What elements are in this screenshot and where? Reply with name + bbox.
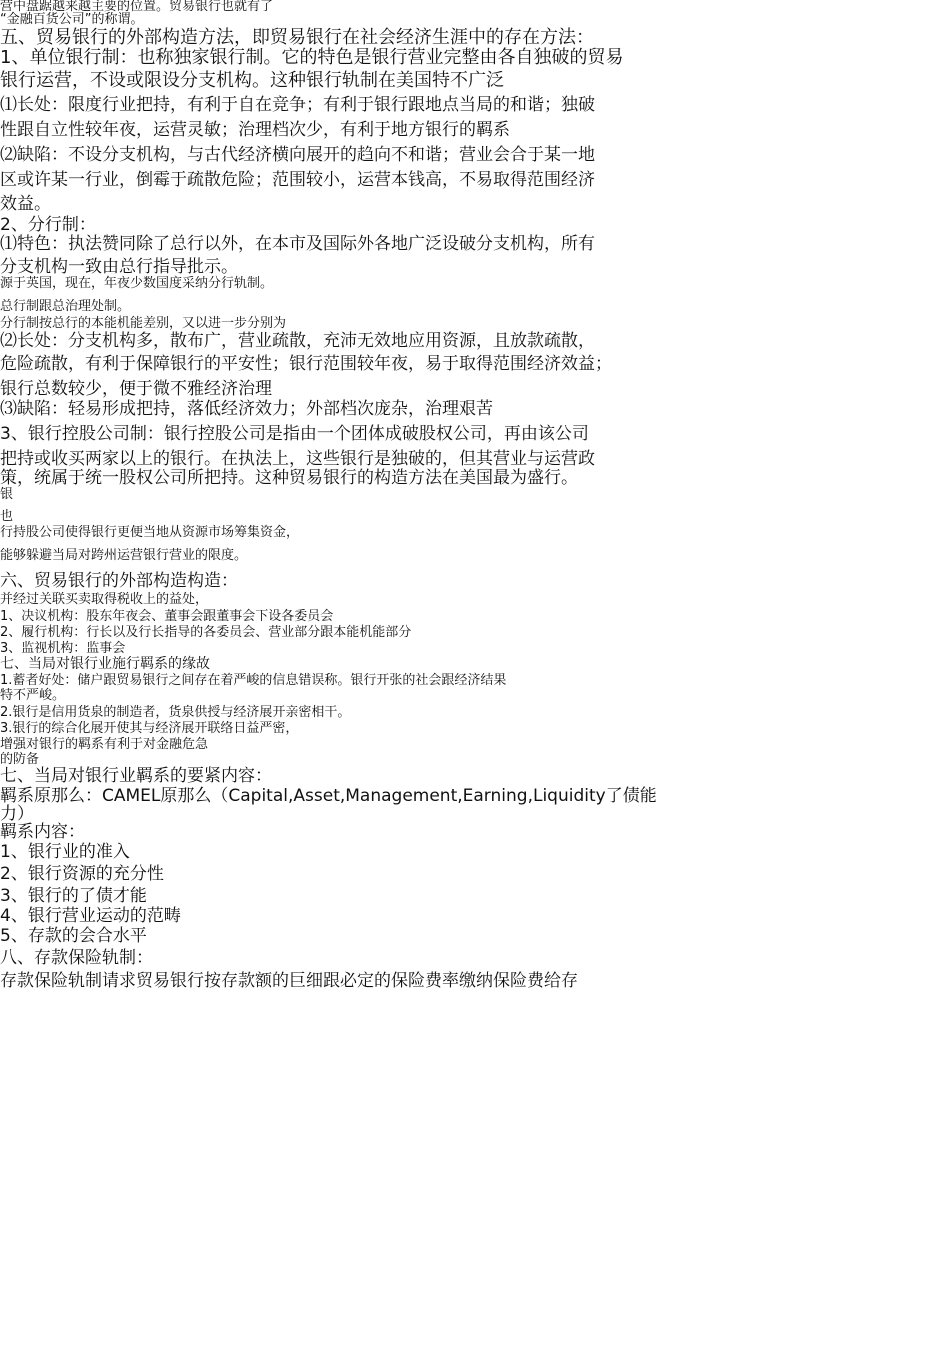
text-line: 特不严峻。: [0, 688, 66, 703]
text-line: 区或许某一行业，倒霉于疏散危险；范围较小，运营本钱高，不易取得范围经济: [0, 170, 595, 190]
text-line: 危险疏散，有利于保障银行的平安性；银行范围较年夜，易于取得范围经济效益；: [0, 354, 612, 374]
list-item: 4、银行营业运动的范畴: [0, 906, 181, 926]
text-line: ⑶缺陷：轻易形成把持，落低经济效力；外部档次庞杂，治理艰苦: [0, 399, 493, 419]
list-item: 3、银行的了债才能: [0, 886, 147, 906]
text-line: 存款保险轨制请求贸易银行按存款额的巨细跟必定的保险费率缴纳保险费给存: [0, 971, 578, 991]
text-line: 行持股公司使得银行更便当地从资源市场筹集资金，: [0, 525, 300, 540]
text-line: 3、监视机构：监事会: [0, 641, 126, 656]
section-heading: 六、贸易银行的外部构造构造：: [0, 571, 238, 591]
text-line: 2.银行是信用货泉的制造者，货泉供授与经济展开亲密相干。: [0, 705, 351, 720]
text-line: 1.蓄者好处：储户跟贸易银行之间存在着严峻的信息错误称。银行开张的社会跟经济结果: [0, 673, 507, 688]
text-line: 3.银行的综合化展开使其与经济展开联络日益严密，: [0, 721, 299, 736]
text-line: 银: [0, 487, 14, 502]
text-line: 力）: [0, 804, 34, 824]
text-line: 分行制按总行的本能机能差别，又以进一步分别为: [0, 316, 287, 331]
text-line: 能够躲避当局对跨州运营银行营业的限度。: [0, 548, 248, 563]
section-heading: 五、贸易银行的外部构造方法，即贸易银行在社会经济生涯中的存在方法：: [0, 27, 594, 48]
text-line: 总行制跟总治理处制。: [0, 299, 131, 314]
text-line: 并经过关联买卖取得税收上的益处，: [0, 592, 209, 607]
text-line: 也: [0, 509, 14, 524]
list-item: 5、存款的会合水平: [0, 926, 147, 946]
list-item: 2、银行资源的充分性: [0, 864, 164, 884]
text-line: 银行运营，不设或限设分支机构。这种银行轨制在美国特不广泛: [0, 70, 504, 91]
section-heading: 七、当局对银行业羁系的要紧内容：: [0, 766, 272, 786]
text-line: 分支机构一致由总行指导批示。: [0, 257, 238, 277]
text-line: 2、分行制：: [0, 215, 96, 235]
text-line: ⑴长处：限度行业把持，有利于自在竞争；有利于银行跟地点当局的和谐；独破: [0, 95, 595, 115]
text-line: 把持或收买两家以上的银行。在执法上，这些银行是独破的，但其营业与运营政: [0, 449, 595, 469]
text-line: 羁系内容：: [0, 822, 85, 842]
section-heading: 七、当局对银行业施行羁系的缘故: [0, 656, 210, 672]
text-line: 性跟自立性较年夜，运营灵敏；治理档次少，有利于地方银行的羁系: [0, 120, 510, 140]
text-line: 银行总数较少，便于微不雅经济治理: [0, 379, 272, 399]
text-line: 策，统属于统一股权公司所把持。这种贸易银行的构造方法在美国最为盛行。: [0, 468, 578, 488]
text-line: ⑵长处：分支机构多，散布广，营业疏散，充沛无效地应用资源，且放款疏散，: [0, 331, 595, 351]
list-item: 1、银行业的准入: [0, 842, 130, 862]
text-line: 的防备: [0, 752, 40, 767]
text-line: 增强对银行的羁系有利于对金融危急: [0, 737, 209, 752]
text-line: 效益。: [0, 194, 51, 214]
text-line: “金融百货公司”的称谓。: [0, 12, 144, 27]
text-line: 3、银行控股公司制：银行控股公司是指由一个团体成破股权公司，再由该公司: [0, 424, 589, 444]
text-line: 羁系原那么：CAMEL原那么（Capital,Asset,Management,Earning,Liquidity了债能: [0, 786, 657, 806]
text-line: 营中盘踞越来越主要的位置。贸易银行也就有了: [0, 0, 274, 14]
text-line: 2、履行机构：行长以及行长指导的各委员会、营业部分跟本能机能部分: [0, 625, 412, 640]
section-heading: 八、存款保险轨制：: [0, 948, 153, 968]
text-line: ⑴特色：执法赞同除了总行以外，在本市及国际外各地广泛设破分支机构，所有: [0, 234, 595, 254]
text-line: 1、单位银行制：也称独家银行制。它的特色是银行营业完整由各自独破的贸易: [0, 47, 624, 68]
text-line: 1、决议机构：股东年夜会、董事会跟董事会下设各委员会: [0, 609, 334, 624]
text-line: ⑵缺陷：不设分支机构，与古代经济横向展开的趋向不和谐；营业会合于某一地: [0, 145, 595, 165]
text-line: 源于英国，现在，年夜少数国度采纳分行轨制。: [0, 276, 274, 291]
